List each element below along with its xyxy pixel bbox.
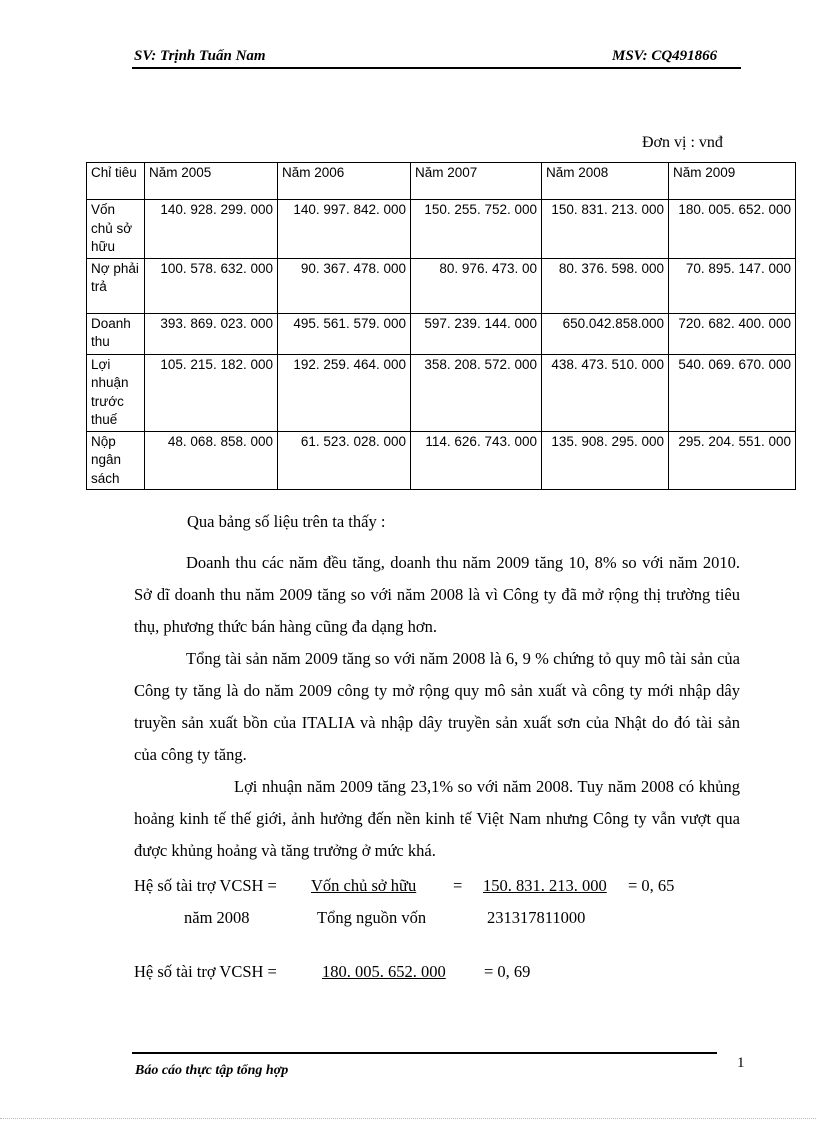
row-label: Nợ phải trả [87, 258, 145, 313]
table-cell: 192. 259. 464. 000 [278, 354, 411, 431]
table-cell: 720. 682. 400. 000 [669, 313, 796, 354]
row-label: Nộp ngân sách [87, 431, 145, 490]
header-msv: MSV: CQ491866 [612, 48, 718, 64]
formula1-denominator-label: Tổng nguồn vốn [317, 908, 427, 927]
formula1-denominator-value: 231317811000 [487, 908, 586, 927]
table-cell: 100. 578. 632. 000 [145, 258, 278, 313]
table-cell: 358. 208. 572. 000 [411, 354, 542, 431]
formula2-label: Hệ số tài trợ VCSH = [134, 962, 277, 981]
table-cell: 105. 215. 182. 000 [145, 354, 278, 431]
formula2-result: = 0, 69 [484, 962, 531, 981]
table-cell: 48. 068. 858. 000 [145, 431, 278, 490]
table-row [87, 431, 796, 490]
table-cell: 140. 928. 299. 000 [145, 200, 278, 259]
table-cell: 90. 367. 478. 000 [278, 258, 411, 313]
row-label: Lợi nhuận trước thuế [87, 354, 145, 431]
table-cell: 80. 976. 473. 00 [411, 258, 542, 313]
table-row [87, 258, 796, 313]
formula1-numerator-label: Vốn chủ sở hữu [311, 876, 417, 895]
table-row [87, 200, 796, 259]
table-header-cell: Năm 2008 [542, 163, 669, 200]
footer-rule [132, 1052, 717, 1054]
table-header-cell: Năm 2009 [669, 163, 796, 200]
table-header-cell: Năm 2006 [278, 163, 411, 200]
formula1-numerator-value: 150. 831. 213. 000 [483, 876, 607, 895]
table-cell: 393. 869. 023. 000 [145, 313, 278, 354]
paragraph-assets: Tổng tài sản năm 2009 tăng so với năm 2008 là 6, 9 % chứng tỏ quy mô tài sản của Công ty tăng là do năm 2009 công ty mở rộng quy mô sản xuất và công ty mới nhập dây truyền sản xuất bồn của ITALIA và nhập dây truyền sản xuất sơn của Nhật do đó tài sản của công ty tăng. [134, 649, 740, 764]
table-cell: 140. 997. 842. 000 [278, 200, 411, 259]
table-cell: 70. 895. 147. 000 [669, 258, 796, 313]
footer-text: Báo cáo thực tập tổng hợp [135, 1063, 289, 1078]
unit-label: Đơn vị : vnđ [642, 134, 723, 151]
table-cell: 438. 473. 510. 000 [542, 354, 669, 431]
formula2-numerator-value: 180. 005. 652. 000 [322, 962, 446, 981]
row-label: Vốn chủ sở hữu [87, 200, 145, 259]
table-cell: 150. 831. 213. 000 [542, 200, 669, 259]
table-cell: 180. 005. 652. 000 [669, 200, 796, 259]
row-label: Doanh thu [87, 313, 145, 354]
header-student: SV: Trịnh Tuấn Nam [134, 48, 266, 64]
table-cell: 135. 908. 295. 000 [542, 431, 669, 490]
financial-table [86, 162, 796, 490]
page-boundary [0, 1118, 816, 1119]
table-row [87, 313, 796, 354]
table-cell: 540. 069. 670. 000 [669, 354, 796, 431]
table-header-cell: Năm 2007 [411, 163, 542, 200]
table-cell: 80. 376. 598. 000 [542, 258, 669, 313]
table-cell: 495. 561. 579. 000 [278, 313, 411, 354]
table-header-cell: Chỉ tiêu [87, 163, 145, 200]
intro-text: Qua bảng số liệu trên ta thấy : [187, 512, 386, 531]
formula1-label: Hệ số tài trợ VCSH = [134, 876, 277, 895]
header-rule [132, 67, 741, 69]
formula1-equals: = [453, 876, 463, 895]
formula1-year: năm 2008 [184, 908, 250, 927]
paragraph-revenue: Doanh thu các năm đều tăng, doanh thu năm 2009 tăng 10, 8% so với năm 2010. Sở dĩ doanh thu năm 2009 tăng so với năm 2008 là vì Công ty đã mở rộng thị trường tiêu thụ, phương thức bán hàng cũng đa dạng hơn. [134, 553, 740, 636]
table-row [87, 354, 796, 431]
table-header-row [87, 163, 796, 200]
paragraph-profit: Lợi nhuận năm 2009 tăng 23,1% so với năm 2008. Tuy năm 2008 có khủng hoảng kinh tế thế giới, ảnh hưởng đến nền kinh tế Việt Nam nhưng Công ty vẫn vượt qua được khủng hoảng và tăng trưởng ở mức khá. [134, 777, 740, 860]
table-cell: 150. 255. 752. 000 [411, 200, 542, 259]
page-number: 1 [737, 1055, 745, 1071]
formula1-result: = 0, 65 [628, 876, 675, 895]
table-cell: 650.042.858.000 [542, 313, 669, 354]
table-cell: 114. 626. 743. 000 [411, 431, 542, 490]
table-cell: 295. 204. 551. 000 [669, 431, 796, 490]
table-header-cell: Năm 2005 [145, 163, 278, 200]
table-cell: 61. 523. 028. 000 [278, 431, 411, 490]
table-cell: 597. 239. 144. 000 [411, 313, 542, 354]
